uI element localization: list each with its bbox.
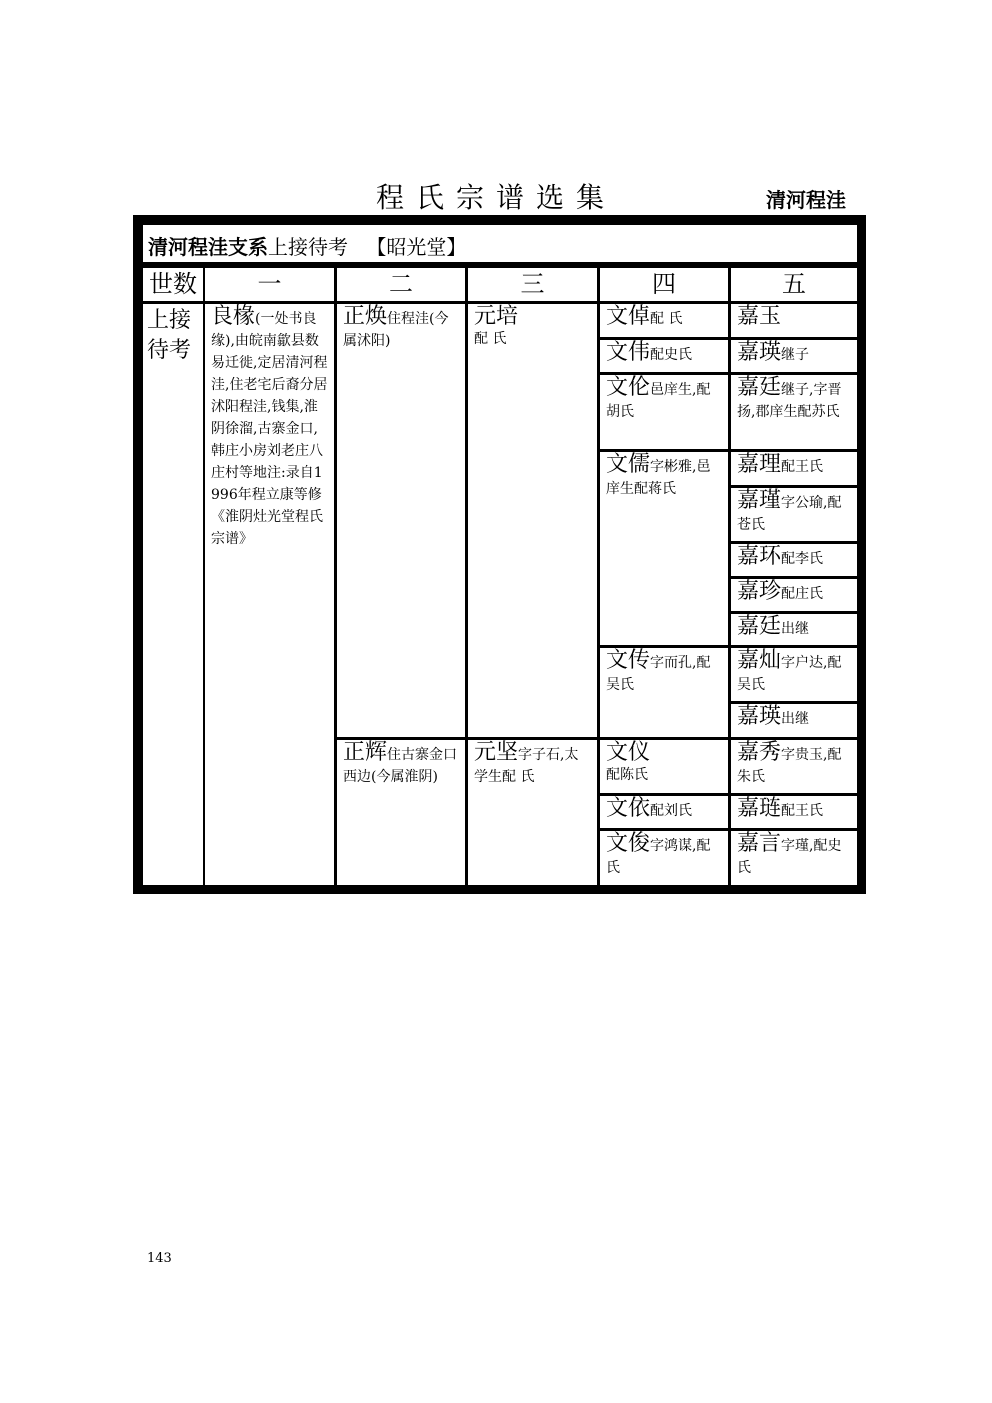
col-header-5: 五 — [731, 268, 857, 301]
gen5-name: 嘉理 — [737, 452, 782, 477]
gen4-cell — [600, 452, 728, 645]
gen4-note: 字鸿谋,配 氏 — [606, 838, 711, 876]
gen4-cell — [600, 796, 728, 828]
branch-title — [148, 231, 466, 260]
gen5-note: 配王氏 — [781, 459, 824, 475]
gen4-name: 文传 — [606, 648, 651, 673]
gen5-name: 嘉言 — [737, 831, 782, 856]
gen4-cell — [600, 375, 728, 449]
gen2-note: 住程洼(今属沭阳) — [343, 311, 449, 349]
gen5-note: 字公瑜,配苍氏 — [737, 495, 842, 533]
gen4-cell — [600, 740, 728, 793]
page-title: 程氏宗谱选集 — [375, 181, 616, 214]
gen5-name: 嘉环 — [737, 544, 782, 569]
gen4-name: 文伟 — [606, 340, 651, 365]
gen4-note: 配刘氏 — [650, 803, 693, 819]
gen5-cell — [731, 452, 857, 485]
gen5-note: 字贵玉,配朱氏 — [737, 747, 842, 785]
gen4-name: 文儒 — [606, 452, 651, 477]
gen5-name: 嘉廷 — [737, 375, 782, 400]
branch-name: 清河程洼支系 — [148, 235, 268, 259]
col-header-3: 三 — [468, 268, 597, 301]
gen5-name: 嘉秀 — [737, 740, 782, 765]
gen4-note: 字而孔,配吴氏 — [606, 655, 711, 693]
gen-label: 上接待考 — [143, 304, 203, 885]
gen4-note: 字彬雅,邑庠生配蒋氏 — [606, 459, 711, 497]
col-header-gen: 世数 — [143, 268, 203, 301]
col-header-1: 一 — [205, 268, 334, 301]
gen4-name: 文伦 — [606, 375, 651, 400]
gen3-cell-1 — [468, 304, 597, 737]
gen5-name: 嘉廷 — [737, 614, 782, 639]
col-header-4: 四 — [600, 268, 728, 301]
gen5-note: 字户达,配吴氏 — [737, 655, 842, 693]
gen4-name: 文依 — [606, 796, 651, 821]
hall-name: 【昭光堂】 — [366, 235, 467, 259]
gen5-cell — [731, 740, 857, 793]
gen5-note: 出继 — [781, 621, 810, 637]
gen5-cell — [731, 796, 857, 828]
gen4-cell — [600, 304, 728, 337]
gen4-cell — [600, 831, 728, 885]
gen4-note: 配陈氏 — [606, 767, 648, 783]
gen5-note: 字瑾,配史氏 — [737, 838, 842, 876]
gen1-note: (一处书良缘),由皖南歙县数易迁徙,定居清河程洼,住老宅后裔分居沭阳程洼,钱集,淮阴徐溜,古寨金口,韩庄小房刘老庄八庄村等地注:录自1996年程立康等修《淮阴灶光堂程氏宗谱》 — [211, 311, 328, 547]
gen5-cell — [731, 614, 857, 645]
gen5-note: 继子 — [781, 347, 810, 363]
gen5-cell — [731, 648, 857, 701]
gen4-cell — [600, 648, 728, 737]
gen1-cell — [205, 304, 334, 885]
gen4-name: 文倬 — [606, 304, 651, 329]
gen5-name: 嘉瑾 — [737, 488, 782, 513]
gen4-note: 邑庠生,配胡氏 — [606, 382, 711, 420]
gen4-name: 文俊 — [606, 831, 651, 856]
gen5-note: 配王氏 — [781, 803, 824, 819]
gen5-cell — [731, 579, 857, 611]
gen3-cell-2 — [468, 740, 597, 885]
gen5-name: 嘉瑛 — [737, 704, 782, 729]
gen4-note: 配史氏 — [650, 347, 693, 363]
gen5-name: 嘉珍 — [737, 579, 782, 604]
gen5-name: 嘉灿 — [737, 648, 782, 673]
gen2-name: 正辉 — [343, 740, 388, 765]
gen2-note: 住古寨金口西边(今属淮阴) — [343, 747, 458, 785]
gen4-cell — [600, 340, 728, 372]
gen3-name: 元培 — [474, 304, 519, 329]
gen5-cell — [731, 831, 857, 885]
gen2-name: 正焕 — [343, 304, 388, 329]
page-number: 143 — [147, 1251, 172, 1266]
gen3-note: 字子石,太学生配 氏 — [474, 747, 579, 785]
gen4-note: 配 氏 — [650, 311, 683, 327]
gen3-note: 配 氏 — [474, 331, 507, 347]
gen5-cell — [731, 375, 857, 449]
gen5-cell — [731, 488, 857, 541]
gen5-name: 嘉玉 — [737, 304, 782, 329]
gen5-note: 配庄氏 — [781, 586, 824, 602]
gen3-name: 元坚 — [474, 740, 519, 765]
gen2-cell-2 — [337, 740, 465, 885]
region-label: 清河程洼 — [766, 188, 846, 212]
gen5-note: 继子,字晋扬,郡庠生配苏氏 — [737, 382, 842, 420]
gen1-name: 良椽 — [211, 304, 256, 329]
gen5-note: 配李氏 — [781, 551, 824, 567]
gen5-cell — [731, 304, 857, 337]
gen5-name: 嘉瑛 — [737, 340, 782, 365]
gen2-cell-1 — [337, 304, 465, 737]
gen5-name: 嘉琏 — [737, 796, 782, 821]
gen5-cell — [731, 704, 857, 737]
branch-origin: 上接待考 — [268, 235, 348, 259]
gen5-note: 出继 — [781, 711, 810, 727]
col-header-2: 二 — [337, 268, 465, 301]
gen5-cell — [731, 544, 857, 576]
gen5-cell — [731, 340, 857, 372]
gen4-name: 文仪 — [606, 740, 651, 765]
